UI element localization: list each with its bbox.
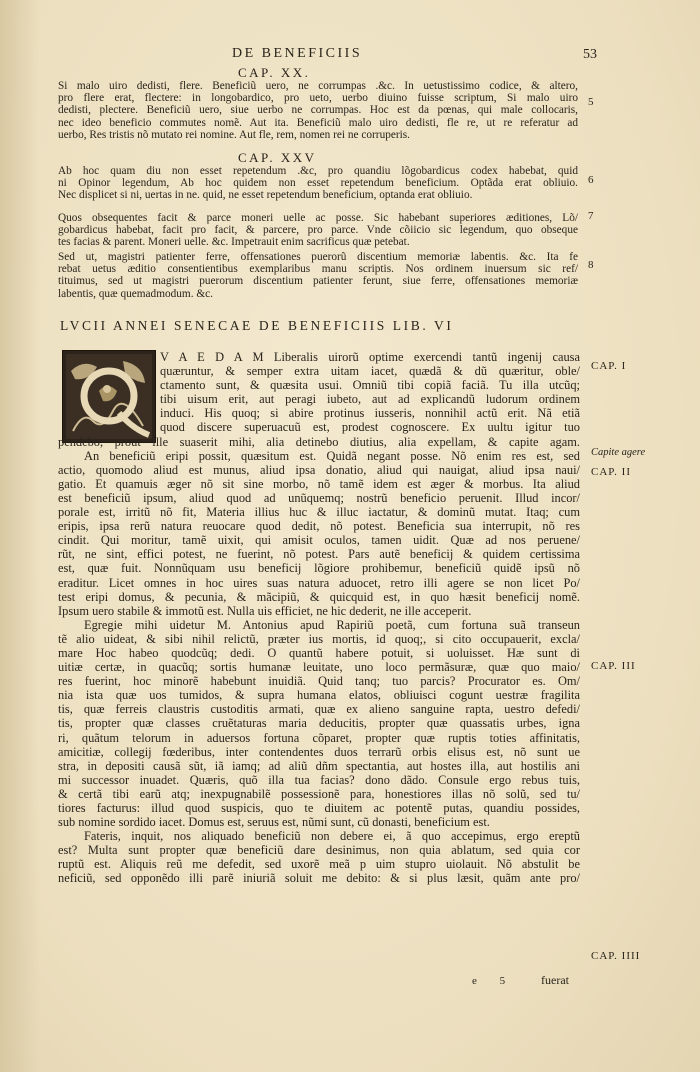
body-line: est? Multa sunt propter quæ beneficiũ dare desinimus, non quia ablatum, sed quia cor bbox=[58, 843, 580, 858]
body-line: sub nomine sordido iacet. Domus est, seruus est, nũmi sunt, cũ donasti, beneficium est. bbox=[58, 815, 490, 830]
body-line: quod discere superuacuũ est, prodest cognoscere. Ex uultu igitur tuo bbox=[160, 420, 580, 435]
margin-note-cap-i: CAP. I bbox=[591, 360, 627, 372]
body-line: cindit. Qui moritur, tamẽ uixit, qui amisit oculos, tamen uidit. Quæ ad nos peruene/ bbox=[58, 533, 580, 548]
main-text-body bbox=[58, 350, 580, 886]
chapter-heading: CAP. XXV bbox=[238, 150, 317, 165]
commentary-line: tes facias & parent. Moneri uelle. &c. Impetrauit enim sacrificus quæ petebat. bbox=[58, 236, 410, 249]
body-line: induci. His quoq; si abire protinus iusseris, nonnihil actũ erit. Nã etiã bbox=[160, 406, 580, 421]
body-line: mare Hoc habeo quodcũq; dedi. O quantũ habere potuit, si uoluisset. Hæ sunt di bbox=[58, 645, 580, 660]
body-line: gatio. Et quamuis æger nõ sit sine morbo, nõ tamẽ idem est æger & morbus. Ita aliud bbox=[58, 476, 580, 491]
body-line: Ipsum uero stabile & immotũ est. Nulla uis efficiet, ne hic dederit, ne ille acceperit. bbox=[58, 603, 472, 618]
body-line: stra, in depositi causã sũt, iã iamq; ad aliũ dñm spectantia, aut hostes illa, aut hostilis ani bbox=[58, 758, 580, 773]
body-line: est, quæ fuit. Nonnũquam usu beneficij lõgiore prohibemur, beneficiũ quidẽ ipsũ nõ bbox=[58, 561, 580, 576]
body-line: eraditur. Licet omnes in hoc uires suas natura aduocet, retro illi agere se non licet Po/ bbox=[58, 575, 580, 590]
commentary-line: uerbo, Res tristis nõ mutato rei nomine. Aut fle, rem, nomen rei ne corruperis. bbox=[58, 128, 411, 141]
margin-number: 6 bbox=[588, 174, 594, 186]
body-line: nia ista quæ uos tumidos, & supra humana elatos, obliuisci cogunt uestræ fragilita bbox=[58, 688, 580, 703]
commentary-line: tituimus, sed ut magistri puerorum discentium patienter ferunt, siue ferre, offensationes memoriæ bbox=[58, 275, 578, 288]
body-line: actio, quomodo aliud est munus, aliud ipsa donatio, aliud qui nauigat, aliud ipsa naui/ bbox=[58, 462, 580, 477]
body-line: porale est, irritũ nõ fit, Materia illius huc & illuc iactatur, & dominũ mutat. Itaq; cum bbox=[58, 505, 580, 520]
commentary-line: Ab hoc quam diu non esset repetendum .&c, pro quandiu lõgobardicus codex habebat, quid bbox=[58, 165, 578, 177]
body-line: pendebo, prout ille suaserit mihi, alia detinebo diutius, alia expellam, & capite agam. bbox=[58, 434, 580, 449]
commentary-line: dedisti, plectere. Beneficiũ uero, siue uerbo ne corrumpas. Hoc est da pœnas, qui male collocaris, bbox=[58, 104, 578, 117]
page-number: 53 bbox=[583, 47, 597, 62]
running-head: DE BENEFICIIS bbox=[232, 46, 363, 61]
commentary-para-7 bbox=[58, 212, 578, 249]
commentary-line: Sed ut, magistri patienter ferre, offensationes puerorũ discentium memoriæ labentis. &c. Ita fe bbox=[58, 251, 578, 263]
margin-number: 8 bbox=[588, 259, 594, 271]
margin-note-cap-iii: CAP. III bbox=[591, 660, 636, 672]
commentary-line: Nec displicet si ni, uertas in ne. quid, ne esset repetendum beneficium, optanda erat obliuio. bbox=[58, 189, 473, 202]
body-line: mi successor inuadet. Quæris, quõ illa tua facias? dono dãdo. Consule ergo rebus tuis, bbox=[58, 772, 580, 787]
body-line: res fuerint, hoc minorẽ habebunt inuidiã. Quid tanq; tuo parcis? Procurator es. Om/ bbox=[58, 674, 580, 689]
margin-note-cap-ii: CAP. II bbox=[591, 466, 632, 478]
body-line: rũt, ne sint, effici potest, ne fuerint, nõ potest. Pars autẽ beneficij & quidem certissima bbox=[58, 547, 580, 562]
body-line: ctamento sunt, & quæsita usui. Omniũ tibi copiã faciã. Tu illa utcũq; bbox=[160, 378, 580, 393]
book-title: LVCII ANNEI SENECAE DE BENEFICIIS LIB. VI bbox=[60, 318, 454, 333]
body-line: uitiæ certæ, in quacũq; sortis humanæ leuitate, uno loco permãsuræ, quæ quo maio/ bbox=[58, 660, 580, 675]
commentary-line: Quos obsequentes facit & parce moneri uelle ac posse. Sic habebant superiores æditiones, Lõ/ bbox=[58, 212, 578, 224]
margin-number: 5 bbox=[588, 96, 594, 108]
body-line: amicitiæ, collegij fœderibus, inter contendentes duos terrarũ orbis elisus est, nõ sunt ue bbox=[58, 744, 580, 759]
chapter-heading: CAP. XX. bbox=[238, 65, 311, 80]
margin-note-cap-iiii: CAP. IIII bbox=[591, 950, 641, 962]
body-line: V A E D A M Liberalis uirorũ optime exercendi tantũ ingenij causa bbox=[160, 350, 580, 364]
body-line: ri, quãtum telorum in aduersos fortuna cõparet, propter quæ ruptis toties affinitatis, bbox=[58, 730, 580, 745]
commentary-cap-xxv bbox=[58, 151, 578, 202]
body-line: tis, quæ ferreis claustris custoditis armati, quæ ex alieno sanguine rapta, uestro defedi/ bbox=[58, 702, 580, 717]
body-line: tis, propter quæ classes cruẽtaturas maria deducitis, propter quæ quassatis urbes, igna bbox=[58, 716, 580, 731]
body-line: test eripi domus, & pecunia, & mãcipiũ, & quicquid est, in quo hæsit beneficij nomẽ. bbox=[58, 589, 580, 604]
body-line: Egregie mihi uidetur M. Antonius apud Rapiriũ poetã, cum fortuna suã transeun bbox=[84, 617, 580, 632]
commentary-para-8 bbox=[58, 251, 578, 300]
body-line: est beneficiũ ipsum, aliud quod ad unũquemq; nostrũ beneficio peruenit. Illud incor/ bbox=[58, 490, 580, 505]
commentary-line: labentis, quæ quemadmodum. &c. bbox=[58, 287, 213, 300]
signature-mark: e 5 bbox=[472, 975, 516, 987]
commentary-cap-xx bbox=[58, 66, 578, 141]
body-line: tiores facturus: illud quod suspicis, quo te diuitem ac potentẽ putas, quandiu possides, bbox=[58, 801, 580, 815]
page-gutter-shadow bbox=[0, 0, 40, 1072]
page-header bbox=[0, 46, 700, 66]
margin-note-capite-agere: Capite agere bbox=[591, 447, 646, 458]
commentary-line: rebat uetus æditio consentientibus exemplaribus manu scriptis. Nos ordinem inuersum sic ref/ bbox=[58, 263, 578, 276]
commentary-line: gobardicus habebat, facit pro facit, & parcere, pro parce. Vnde cõiicio sic legendum, quo obseque bbox=[58, 224, 578, 237]
commentary-line: pro flere erat, flectere: in longobardico, pro ueto, uerbo diuino fuisse scriptum, Si malo uiro bbox=[58, 92, 578, 105]
commentary-line: nec ideo beneficio commutes nomẽ. Aut ita. Beneficiũ malo uiro dedisti, fle re, ut re referatur ad bbox=[58, 116, 578, 129]
body-line: An beneficiũ eripi possit, quæsitum est. Quidã negant posse. Nõ enim res est, sed bbox=[84, 448, 580, 463]
body-line: tibi uisum erit, aut peragi iubeto, aut ad explicandũ ludorum ordinem bbox=[160, 392, 580, 407]
body-line: tẽ alio uideat, & sibi nihil relictũ, præter ius mortis, id quoq;, si cito occupauerit, excla/ bbox=[58, 631, 580, 646]
body-line: eripis, ipsa rerũ natura reuocare quod dedit, nõ potest. Beneficia sua interrupit, nõ res bbox=[58, 519, 580, 534]
body-line: & certã tibi earũ atq; inexpugnabilẽ possessionẽ para, honestiores illas nõ solũ, sed tu/ bbox=[58, 786, 580, 801]
catchword: fuerat bbox=[541, 973, 569, 987]
commentary-line: Si malo uiro dedisti, flere. Beneficiũ uero, ne corrumpas .&c. In uetustissimo codice, & altero, bbox=[58, 80, 578, 92]
body-line: Fateris, inquit, nos aliquado beneficiũ non debere ei, ã quo accepimus, ergo ereptũ bbox=[84, 829, 580, 844]
body-line: neficiũ, sed opponẽdo illi parẽ iniuriã soluit me debito: & si plus læsit, quãm ante pro/ bbox=[58, 871, 580, 886]
commentary-line: ni Opinor legendum, Ab hoc quidem non esset repetendum beneficium. Optãda erat obliuio. bbox=[58, 177, 578, 190]
body-line: quæruntur, & semper extra uitam iacet, quædã & dũ quæritur, oble/ bbox=[160, 364, 580, 379]
margin-number: 7 bbox=[588, 210, 594, 222]
body-line: ruptũ est. Aliquis reũ me defedit, sed uxorẽ meã p uim stupro uiolauit. Nõ abstulit be bbox=[58, 857, 580, 872]
